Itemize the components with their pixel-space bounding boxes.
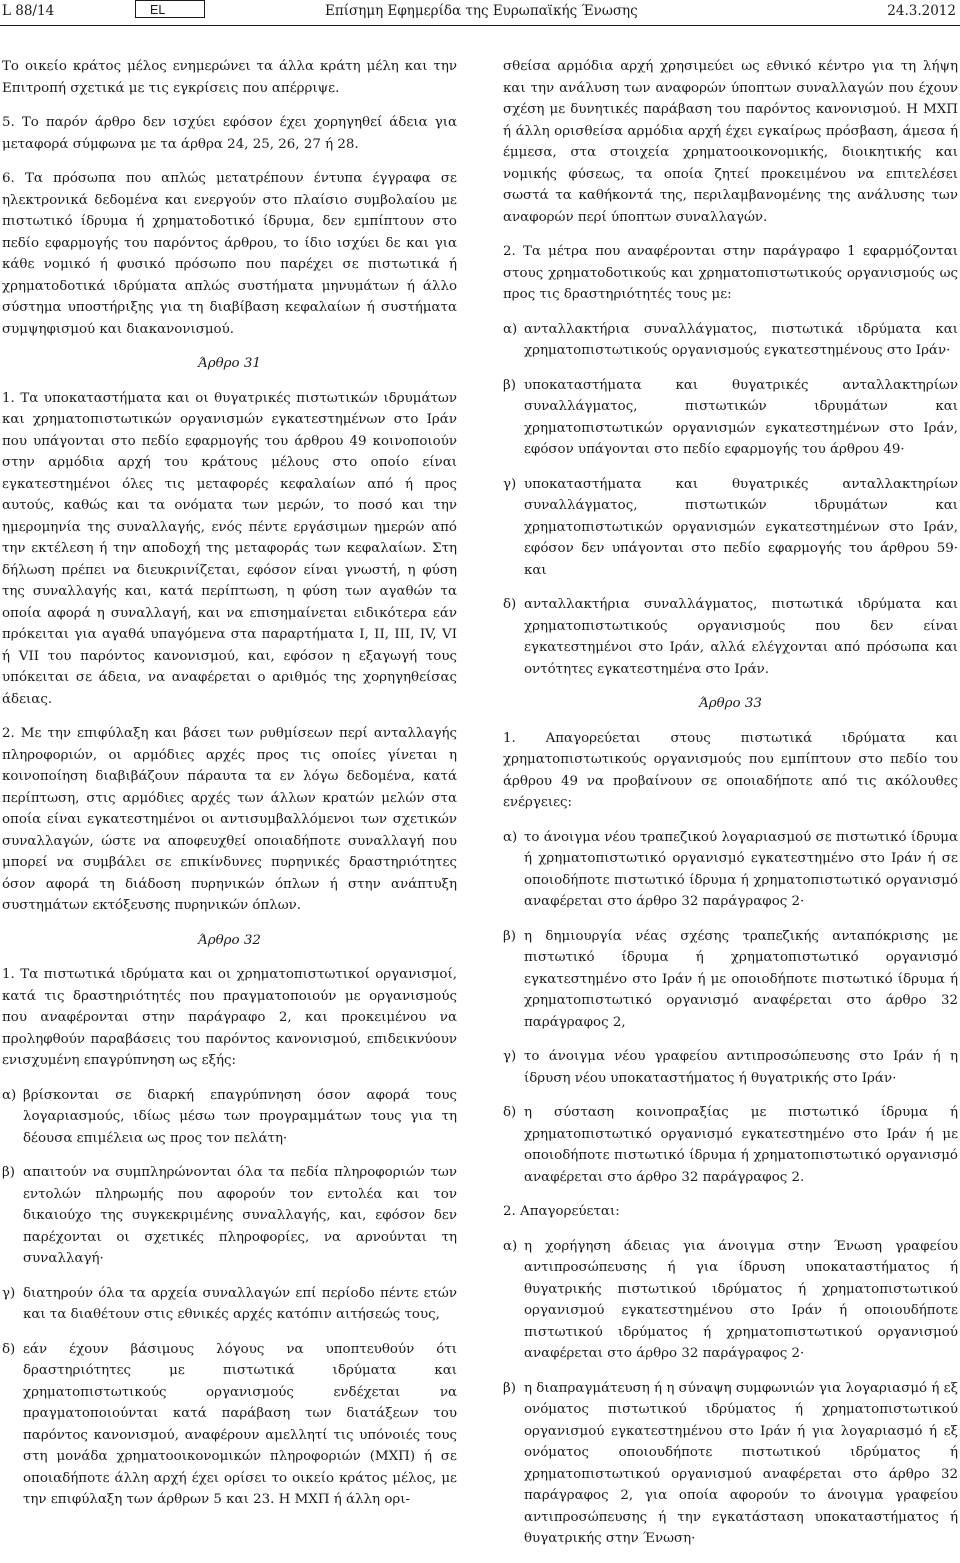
paragraph: 1. Τα πιστωτικά ιδρύματα και οι χρηματοπιστωτικοί οργανισμοί, κατά τις δραστηριότητές που πραγματοποιούν με οργανισμούς που αναφέρονται στην παράγραφο 2, και προκειμένου να προληφθούν παραβάσεις του παρόντος κανονισμού, επιδεικνύουν ενισχυμένη επαγρύπνηση ως εξής: — [2, 967, 457, 1068]
list-item — [2, 1085, 457, 1150]
list-text: εάν έχουν βάσιμους λόγους να υποπτευθούν ότι δραστηριότητες με πιστωτικά ιδρύματα και χρηματοπιστωτικούς οργανισμούς ενδέχεται να πραγματοποιούνται κατά παράβαση των διατάξεων του παρόντος κανονισμού, αναφέρουν αμελλητί τις υπόνοιές τους στη μονάδα χρηματοοικονομικών πληροφοριών (ΜΧΠ) ή σε οποιαδήποτε άλλη αρχή έχει ορίσει το οικείο κράτος μέλος, με την επιφύλαξη των άρθρων 5 και 23. Η ΜΧΠ ή άλλη ορι- — [23, 1341, 457, 1507]
list-label: β) — [2, 1165, 15, 1180]
list-label: α) — [2, 1087, 17, 1103]
list-label: γ) — [503, 476, 517, 492]
article-heading: Άρθρο 31 — [198, 356, 261, 371]
paragraph: σθείσα αρμόδια αρχή χρησιμεύει ως εθνικό κέντρο για τη λήψη και την ανάλυση των αναφορών ύποπτων συναλλαγών που έχουν σχέση με δυνητικές παράβαση του παρόντος κανονισμού. Η ΜΧΠ ή άλλη ορισθείσα αρμόδια αρχή έχει εγκαίρως πρόσβαση, άμεσα ή έμμεσα, στα στοιχεία χρηματοοικονομικής, διοικητικής και νομικής φύσεως, τα οποία ζητεί προκειμένου να επιτελέσει σωστά τα καθήκοντά της, περιλαμβανομένης της ανάλυσης των αναφορών περί ύποπτων συναλλαγών. — [503, 59, 958, 225]
list-text: απαιτούν να συμπληρώνονται όλα τα πεδία πληροφοριών των εντολών πληρωμής που αφορούν τον εντολέα και τον δικαιούχο της συγκεκριμένης συναλλαγής, και, εφόσον δεν παρέχονται οι σχετικές πληροφορίες, να αρνούνται τη συναλλαγή· — [23, 1165, 457, 1266]
paragraph: 1. Τα υποκαταστήματα και οι θυγατρικές πιστωτικών ιδρυμάτων και χρηματοπιστωτικών οργανισμών εγκατεστημένων στο Ιράν που υπάγονται στο πεδίο εφαρμογής του άρθρου 49 κοινοποιούν στην αρμόδια αρχή του κράτους μέλους στο οποίο είναι εγκατεστημένοι όλες τις μεταφορές κεφαλαίων από ή προς αυτούς, καθώς και τα ονόματα των μερών, το ποσό και την ημερομηνία της συναλλαγής, ενός πέντε εργάσιμων ημερών από την εκτέλεση ή την αποδοχή της μεταφοράς των κεφαλαίων. Στη δήλωση πρέπει να διευκρινίζεται, εφόσον είναι γνωστή, η φύση της συναλλαγής και, κατά περίπτωση, η φύση των αγαθών τα οποία αφορά η συναλλαγή, και να επισημαίνεται ειδικότερα εάν πρόκειται για αγαθά υπαγόμενα στα παραρτήματα I, II, III, IV, VI ή VII του παρόντος κανονισμού, και, εφόσον η εξαγωγή τους υπόκειται σε άδεια, να αναφέρεται ο αριθμός της χορηγηθείσας άδειας. — [2, 390, 457, 707]
list-text: η χορήγηση άδειας για άνοιγμα στην Ένωση γραφείου αντιπροσώπευσης ή για ίδρυση υποκαταστήματος ή θυγατρικής πιστωτικού ιδρύματος ή χρηματοπιστωτικού οργανισμού εγκατεστημένου στο Ιράν ή οποιουδήποτε πιστωτικού ιδρύματος ή χρηματοπιστωτικού οργανισμού αναφέρεται στο άρθρο 32 παράγραφος 2· — [524, 1238, 958, 1361]
list-item — [503, 926, 958, 1034]
paragraph: 6. Τα πρόσωπα που απλώς μετατρέπουν έντυπα έγγραφα σε ηλεκτρονικά δεδομένα και ενεργούν στο πλαίσιο συμβολαίου με πιστωτικό ίδρυμα ή χρηματοδοτικό ίδρυμα, δεν εμπίπτουν στο πεδίο εφαρμογής του παρόντος άρθρου, το ίδιο ισχύει δε και για κάθε νομικό ή φυσικό πρόσωπο που παρέχει σε πιστωτικά ή χρηματοδοτικά ιδρύματα απλώς συστήματα μηνυμάτων ή άλλο σύστημα υποστήριξης για τη διαβίβαση κεφαλαίων ή συστήματα συμψηφισμού και διακανονισμού. — [2, 171, 457, 337]
list-label: α) — [503, 829, 518, 845]
language-code-box: EL — [135, 0, 205, 18]
page-number: L 88/14 — [2, 3, 55, 19]
header-rule — [0, 25, 960, 26]
list-label: β) — [503, 1380, 516, 1396]
paragraph: 5. Το παρόν άρθρο δεν ισχύει εφόσον έχει χορηγηθεί άδεια για μεταφορά σύμφωνα με τα άρθρα 24, 25, 26, 27 ή 28. — [2, 115, 457, 152]
list-text: το άνοιγμα νέου γραφείου αντιπροσώπευσης στο Ιράν ή η ίδρυση νέου υποκαταστήματος ή θυγατρικής στο Ιράν· — [524, 1049, 958, 1086]
article-heading: Άρθρο 32 — [198, 932, 261, 948]
left-column — [2, 56, 457, 1524]
list-text: το άνοιγμα νέου τραπεζικού λογαριασμού σε πιστωτικό ίδρυμα ή χρηματοπιστωτικό οργανισμό εγκατεστημένο στο Ιράν ή σε οποιοδήποτε πιστωτικό ίδρυμα ή χρηματοπιστωτικό οργανισμό αναφέρεται στο άρθρο 32 παράγραφος 2· — [524, 829, 958, 909]
list-label: β) — [503, 928, 516, 944]
list-text: ανταλλακτήρια συναλλάγματος, πιστωτικά ιδρύματα και χρηματοπιστωτικούς οργανισμούς εγκατεστημένους στο Ιράν· — [524, 321, 958, 358]
list-label: δ) — [503, 597, 517, 612]
list-item — [503, 319, 958, 362]
list-item — [503, 1102, 958, 1188]
list-item — [2, 1162, 457, 1270]
list-text: η διαπραγμάτευση ή η σύναψη συμφωνιών για λογαριασμό ή εξ ονόματος πιστωτικού ιδρύματος ή χρηματοπιστωτικού οργανισμού εγκατεστημένου στο Ιράν ή για λογαριασμό ή εξ ονόματος οποιουδήποτε πιστωτικού ιδρύματος ή χρηματοπιστωτικού οργανισμού αναφέρεται στο άρθρο 32 παράγραφος 2, για οποία αφορούν το άνοιγμα γραφείου αντιπροσώπευσης ή την εγκατάσταση υποκαταστήματος ή θυγατρικής στην Ένωση· — [524, 1380, 958, 1546]
list-text: υποκαταστήματα και θυγατρικές ανταλλακτηρίων συναλλάγματος, πιστωτικών ιδρυμάτων και χρηματοπιστωτικών οργανισμών εγκατεστημένων στο Ιράν, εφόσον δεν υπάγονται στο πεδίο εφαρμογής του άρθρου 59· και — [524, 476, 958, 578]
paragraph: 2. Απαγορεύεται: — [503, 1204, 620, 1219]
list-item — [503, 375, 958, 461]
list-label: γ) — [2, 1285, 16, 1301]
paragraph: 2. Τα μέτρα που αναφέρονται στην παράγραφο 1 εφαρμόζονται στους χρηματοδοτικούς και χρηματοπιστωτικούς οργανισμούς ως προς τις δραστηριότητές τους με: — [503, 244, 958, 302]
list-item — [503, 474, 958, 582]
list-label: γ) — [503, 1049, 517, 1064]
list-item — [503, 1378, 958, 1550]
list-text: υποκαταστήματα και θυγατρικές ανταλλακτηρίων συναλλάγματος, πιστωτικών ιδρυμάτων και χρηματοπιστωτικών οργανισμών εγκατεστημένων στο Ιράν, εφόσον υπάγονται στο πεδίο εφαρμογής του άρθρου 49· — [524, 377, 958, 457]
journal-title: Επίσημη Εφημερίδα της Ευρωπαϊκής Ένωσης — [325, 3, 638, 19]
list-label: δ) — [2, 1341, 16, 1357]
issue-date: 24.3.2012 — [887, 3, 956, 19]
list-text: διατηρούν όλα τα αρχεία συναλλαγών επί περίοδο πέντε ετών και τα διαθέτουν στις εθνικές αρχές κατόπιν αιτήσεώς τους, — [23, 1285, 457, 1322]
list-item — [503, 827, 958, 913]
list-text: βρίσκονται σε διαρκή επαγρύπνηση όσον αφορά τους λογαριασμούς, ιδίως μέσω των προγραμμάτων τους για τη δέουσα επιμέλεια ως προς τον πελάτη· — [23, 1087, 457, 1146]
page-header — [0, 0, 960, 22]
list-label: α) — [503, 1238, 518, 1254]
list-item — [2, 1339, 457, 1511]
list-label: β) — [503, 377, 516, 393]
list-text: η δημιουργία νέας σχέσης τραπεζικής ανταπόκρισης με πιστωτικό ίδρυμα ή χρηματοπιστωτικό οργανισμό εγκατεστημένο στο Ιράν ή με οποιοδήποτε πιστωτικό ίδρυμα ή χρηματοπιστωτικό οργανισμό αναφέρεται στο άρθρο 32 παράγραφος 2, — [524, 928, 958, 1030]
right-column — [503, 56, 958, 1563]
paragraph: 2. Με την επιφύλαξη και βάσει των ρυθμίσεων περί ανταλλαγής πληροφοριών, οι αρμόδιες αρχές προς τις οποίες γίνεται η κοινοποίηση διαβιβάζουν πάραυτα τα εν λόγω δεδομένα, κατά περίπτωση, στις αρμόδιες αρχές των άλλων κρατών μελών στα οποία είναι εγκατεστημένοι οι αντισυμβαλλόμενοι των σχετικών συναλλαγών, ώστε να αποφευχθεί οποιαδήποτε συναλλαγή που μπορεί να συμβάλει σε επικίνδυνες πυρηνικές δραστηριότητες όσον αφορά τη διάδοση πυρηνικών όπλων ή στην ανάπτυξη συστημάτων εκτόξευσης πυρηνικών όπλων. — [2, 726, 457, 913]
article-heading: Άρθρο 33 — [699, 696, 762, 711]
list-text: η σύσταση κοινοπραξίας με πιστωτικό ίδρυμα ή χρηματοπιστωτικό οργανισμό εγκατεστημένο στο Ιράν ή με οποιοδήποτε πιστωτικό ίδρυμα ή χρηματοπιστωτικό οργανισμό αναφέρεται στο άρθρο 32 παράγραφος 2. — [524, 1105, 958, 1185]
list-item — [2, 1283, 457, 1326]
list-item — [503, 1046, 958, 1089]
paragraph: Το οικείο κράτος μέλος ενημερώνει τα άλλα κράτη μέλη και την Επιτροπή σχετικά με τις εγκρίσεις που απέρριψε. — [2, 59, 457, 96]
list-item — [503, 1236, 958, 1365]
paragraph: 1. Απαγορεύεται στους πιστωτικά ιδρύματα και χρηματοπιστωτικούς οργανισμούς που εμπίπτουν στο πεδίο του άρθρου 49 να προβαίνουν σε οποιαδήποτε από τις ακόλουθες ενέργειες: — [503, 730, 958, 810]
list-text: ανταλλακτήρια συναλλάγματος, πιστωτικά ιδρύματα και χρηματοπιστωτικούς οργανισμούς που δεν είναι εγκατεστημένοι στο Ιράν, αλλά ελέγχονται από πρόσωπα και οντότητες εγκατεστημένα στο Ιράν. — [524, 597, 958, 677]
list-label: α) — [503, 321, 518, 337]
list-label: δ) — [503, 1105, 517, 1120]
list-item — [503, 594, 958, 680]
